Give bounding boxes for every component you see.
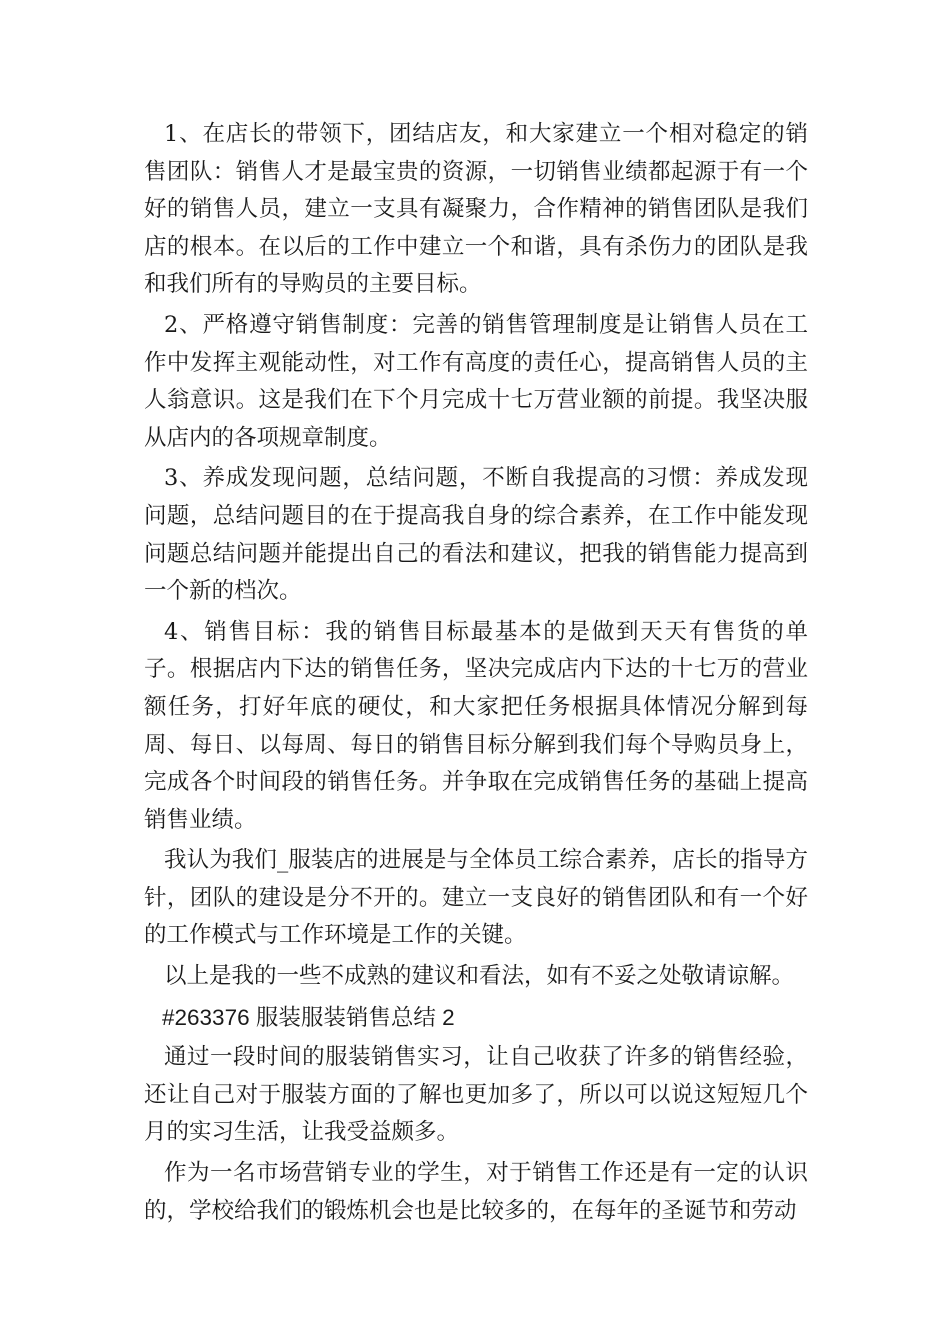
paragraph-targets: 4、销售目标：我的销售目标最基本的是做到天天有售货的单子。根据店内下达的销售任务，坚决完成店内下达的十七万的营业额任务，打好年底的硬仗，和大家把任务根据具体情况分解到每周、每日、以每周、每日的销售目标分解到我们每个导购员身上，完成各个时间段的销售任务。并争取在完成销售任务的基础上提高销售业绩。: [144, 618, 808, 833]
paragraph-rules: 2、严格遵守销售制度：完善的销售管理制度是让销售人员在工作中发挥主观能动性，对工作有高度的责任心，提高销售人员的主人翁意识。这是我们在下个月完成十七万营业额的前提。我坚决服从店内的各项规章制度。: [144, 311, 808, 451]
document-body: [144, 116, 808, 1233]
section-heading: #263376 服装服装销售总结 2: [162, 1004, 455, 1030]
paragraph-closing: 以上是我的一些不成熟的建议和看法，如有不妥之处敬请谅解。: [164, 963, 795, 990]
paragraph-team: 1、在店长的带领下，团结店友，和大家建立一个相对稳定的销售团队：销售人才是最宝贵的资源，一切销售业绩都起源于有一个好的销售人员，建立一支具有凝聚力，合作精神的销售团队是我们店的根本。在以后的工作中建立一个和谐，具有杀伤力的团队是我和我们所有的导购员的主要目标。: [144, 121, 808, 298]
paragraph-student: 作为一名市场营销专业的学生，对于销售工作还是有一定的认识的，学校给我们的锻炼机会也是比较多的，在每年的圣诞节和劳动: [144, 1160, 808, 1224]
paragraph-habits: 3、养成发现问题，总结问题，不断自我提高的习惯：养成发现问题，总结问题目的在于提高我自身的综合素养，在工作中能发现问题总结问题并能提出自己的看法和建议，把我的销售能力提高到一个新的档次。: [144, 465, 808, 605]
paragraph-opinion: 我认为我们_服装店的进展是与全体员工综合素养，店长的指导方针，团队的建设是分不开的。建立一支良好的销售团队和有一个好的工作模式与工作环境是工作的关键。: [144, 847, 808, 949]
paragraph-internship: 通过一段时间的服装销售实习，让自己收获了许多的销售经验，还让自己对于服装方面的了解也更加多了，所以可以说这短短几个月的实习生活，让我受益颇多。: [144, 1044, 808, 1146]
